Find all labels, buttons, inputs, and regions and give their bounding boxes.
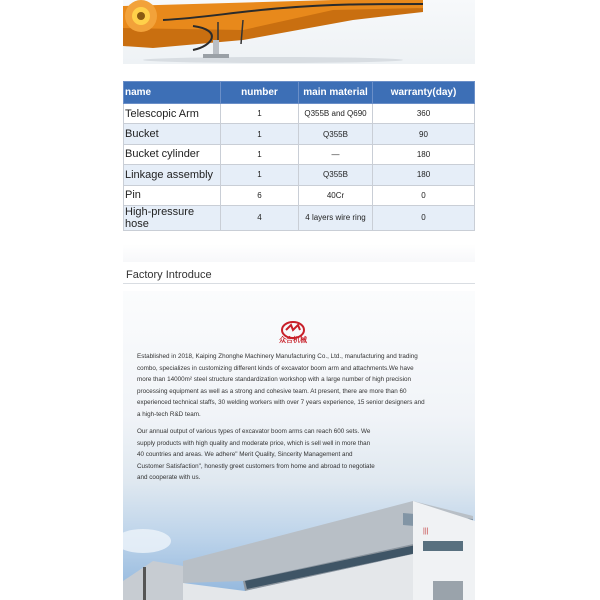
header-warranty: warranty(day) [373, 82, 475, 104]
cell-number: 4 [221, 205, 299, 230]
title-underline [123, 283, 475, 284]
spec-table-header [124, 82, 475, 104]
header-number: number [221, 82, 299, 104]
spec-table [123, 81, 475, 231]
factory-building-photo [123, 291, 475, 600]
telescopic-arm-photo [123, 0, 475, 64]
cell-warranty: 360 [373, 104, 475, 124]
cell-name: Pin [124, 185, 221, 205]
cell-material: — [299, 144, 373, 164]
cell-name: High-pressure hose [124, 205, 221, 230]
cell-material: Q355B [299, 124, 373, 144]
annual-output-paragraph: Our annual output of various types of excavator boom arms can reach 600 sets. We supply products with high quality and moderate price, which is sell well in more than 40 countries and areas. We adhere" Merit Quality, Sincerity Management and Customer Satisfaction", honestly greet customers from home and abroad to negotiate and cooperate with us. [137, 428, 375, 482]
header-main-material: main material [299, 82, 373, 104]
cell-material: 4 layers wire ring [299, 205, 373, 230]
cell-number: 6 [221, 185, 299, 205]
table-row [124, 144, 475, 164]
cell-warranty: 90 [373, 124, 475, 144]
cell-name: Bucket cylinder [124, 144, 221, 164]
cell-number: 1 [221, 104, 299, 124]
product-detail-column [123, 0, 475, 600]
cell-warranty: 180 [373, 144, 475, 164]
table-row [124, 104, 475, 124]
table-row [124, 124, 475, 144]
cell-name: Bucket [124, 124, 221, 144]
table-row [124, 185, 475, 205]
cell-material: 40Cr [299, 185, 373, 205]
cell-material: Q355B and Q690 [299, 104, 373, 124]
cell-warranty: 0 [373, 185, 475, 205]
table-row [124, 205, 475, 230]
table-row [124, 165, 475, 185]
company-intro-paragraph: Established in 2018, Kaiping Zhonghe Machinery Manufacturing Co., Ltd., manufacturing and trading combo, specializes in customizing different kinds of excavator boom arm and attachments.We have more than 14000m² steel structure standardization workshop with a large number of high precision processing equipment as well as a strong and cohesive team. At present, there are more than 60 experienced technical staffs, 30 welding workers with over 7 years experience, 15 senior designers and a high-tech R&D team. [137, 353, 425, 418]
section-divider [123, 244, 475, 262]
section-title: Factory Introduce [126, 269, 212, 281]
cell-warranty: 180 [373, 165, 475, 185]
cell-number: 1 [221, 144, 299, 164]
logo-text: 众合机械 [279, 337, 307, 344]
header-name: name [124, 82, 221, 104]
cell-name: Telescopic Arm [124, 104, 221, 124]
cell-number: 1 [221, 165, 299, 185]
cell-warranty: 0 [373, 205, 475, 230]
cell-number: 1 [221, 124, 299, 144]
cell-material: Q355B [299, 165, 373, 185]
factory-intro-panel [123, 291, 475, 600]
cell-name: Linkage assembly [124, 165, 221, 185]
svg-text:|||: ||| [423, 528, 429, 535]
